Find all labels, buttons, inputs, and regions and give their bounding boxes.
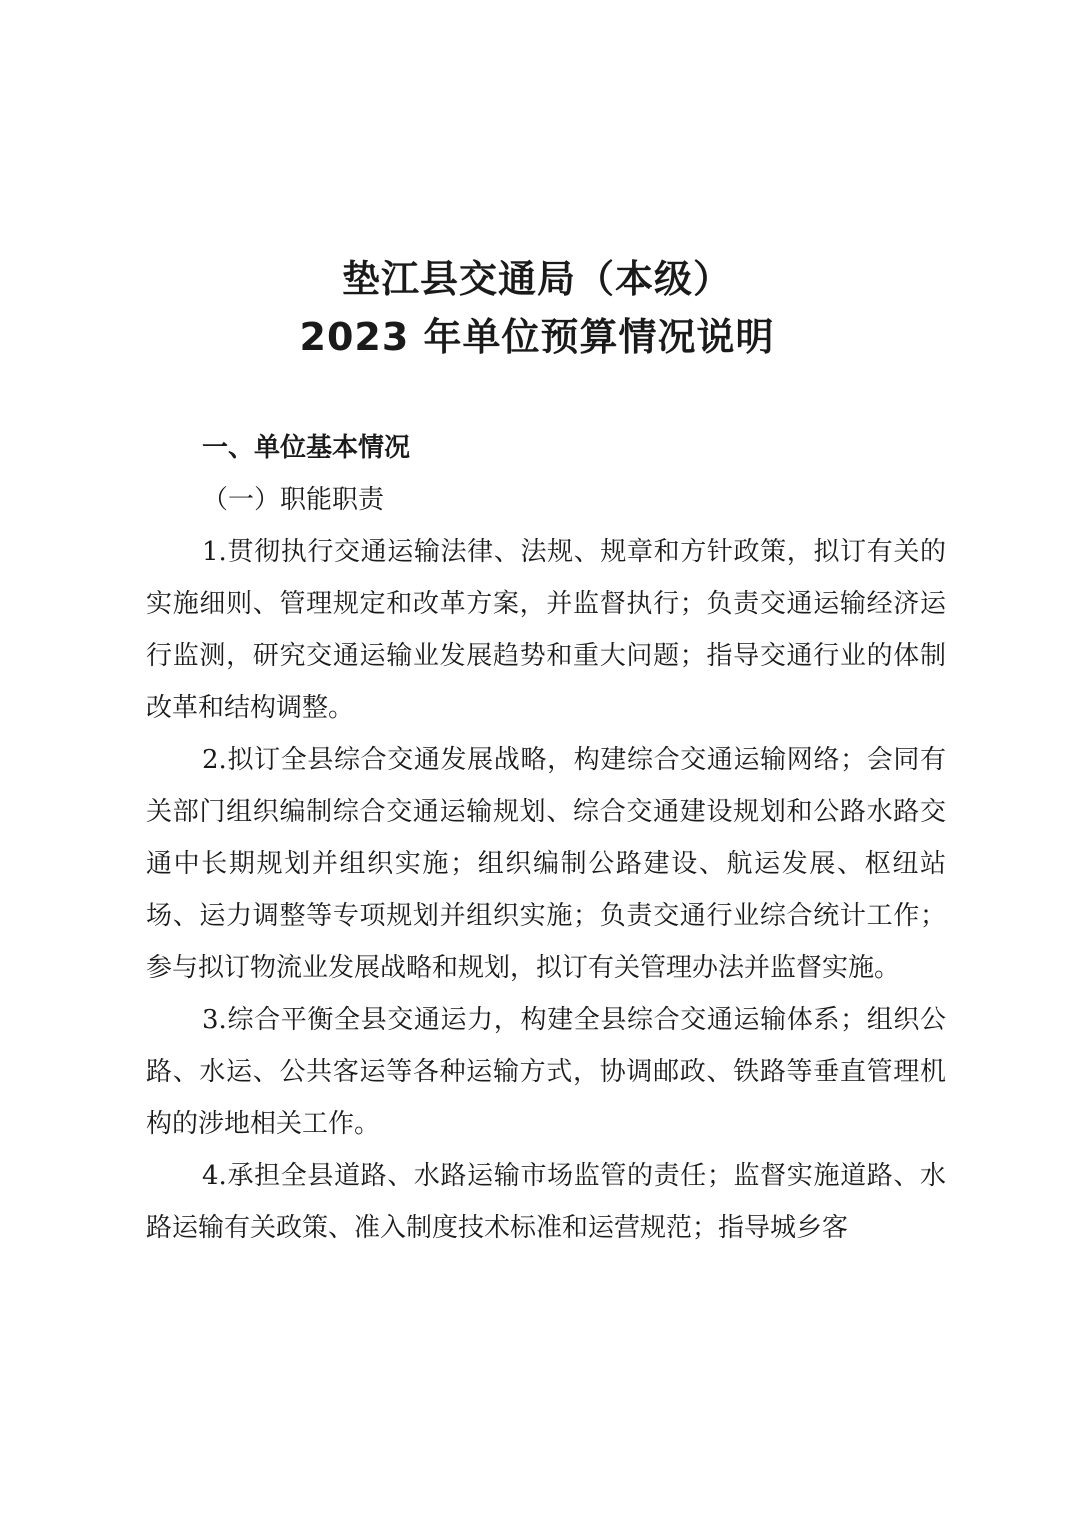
title-line-1: 垫江县交通局（本级） <box>341 257 732 301</box>
paragraph-4: 4.承担全县道路、水路运输市场监管的责任；监督实施道路、水路运输有关政策、准入制度技术标准和运营规范；指导城乡客 <box>146 1161 946 1243</box>
document-title <box>0 250 1074 366</box>
paragraph-2: 2.拟订全县综合交通发展战略，构建综合交通运输网络；会同有关部门组织编制综合交通运输规划、综合交通建设规划和公路水路交通中长期规划并组织实施；组织编制公路建设、航运发展、枢纽站场、运力调整等专项规划并组织实施；负责交通行业综合统计工作；参与拟订物流业发展战略和规划，拟订有关管理办法并监督实施。 <box>146 745 946 983</box>
paragraph-3: 3.综合平衡全县交通运力，构建全县综合交通运输体系；组织公路、水运、公共客运等各种运输方式，协调邮政、铁路等垂直管理机构的涉地相关工作。 <box>146 1005 946 1139</box>
paragraph-1: 1.贯彻执行交通运输法律、法规、规章和方针政策，拟订有关的实施细则、管理规定和改革方案，并监督执行；负责交通运输经济运行监测，研究交通运输业发展趋势和重大问题；指导交通行业的体制改革和结构调整。 <box>146 537 946 723</box>
subsection-heading: （一）职能职责 <box>202 485 385 515</box>
section-heading: 一、单位基本情况 <box>202 433 411 463</box>
document-body <box>146 422 946 1254</box>
title-line-2: 2023 年单位预算情况说明 <box>299 315 775 359</box>
